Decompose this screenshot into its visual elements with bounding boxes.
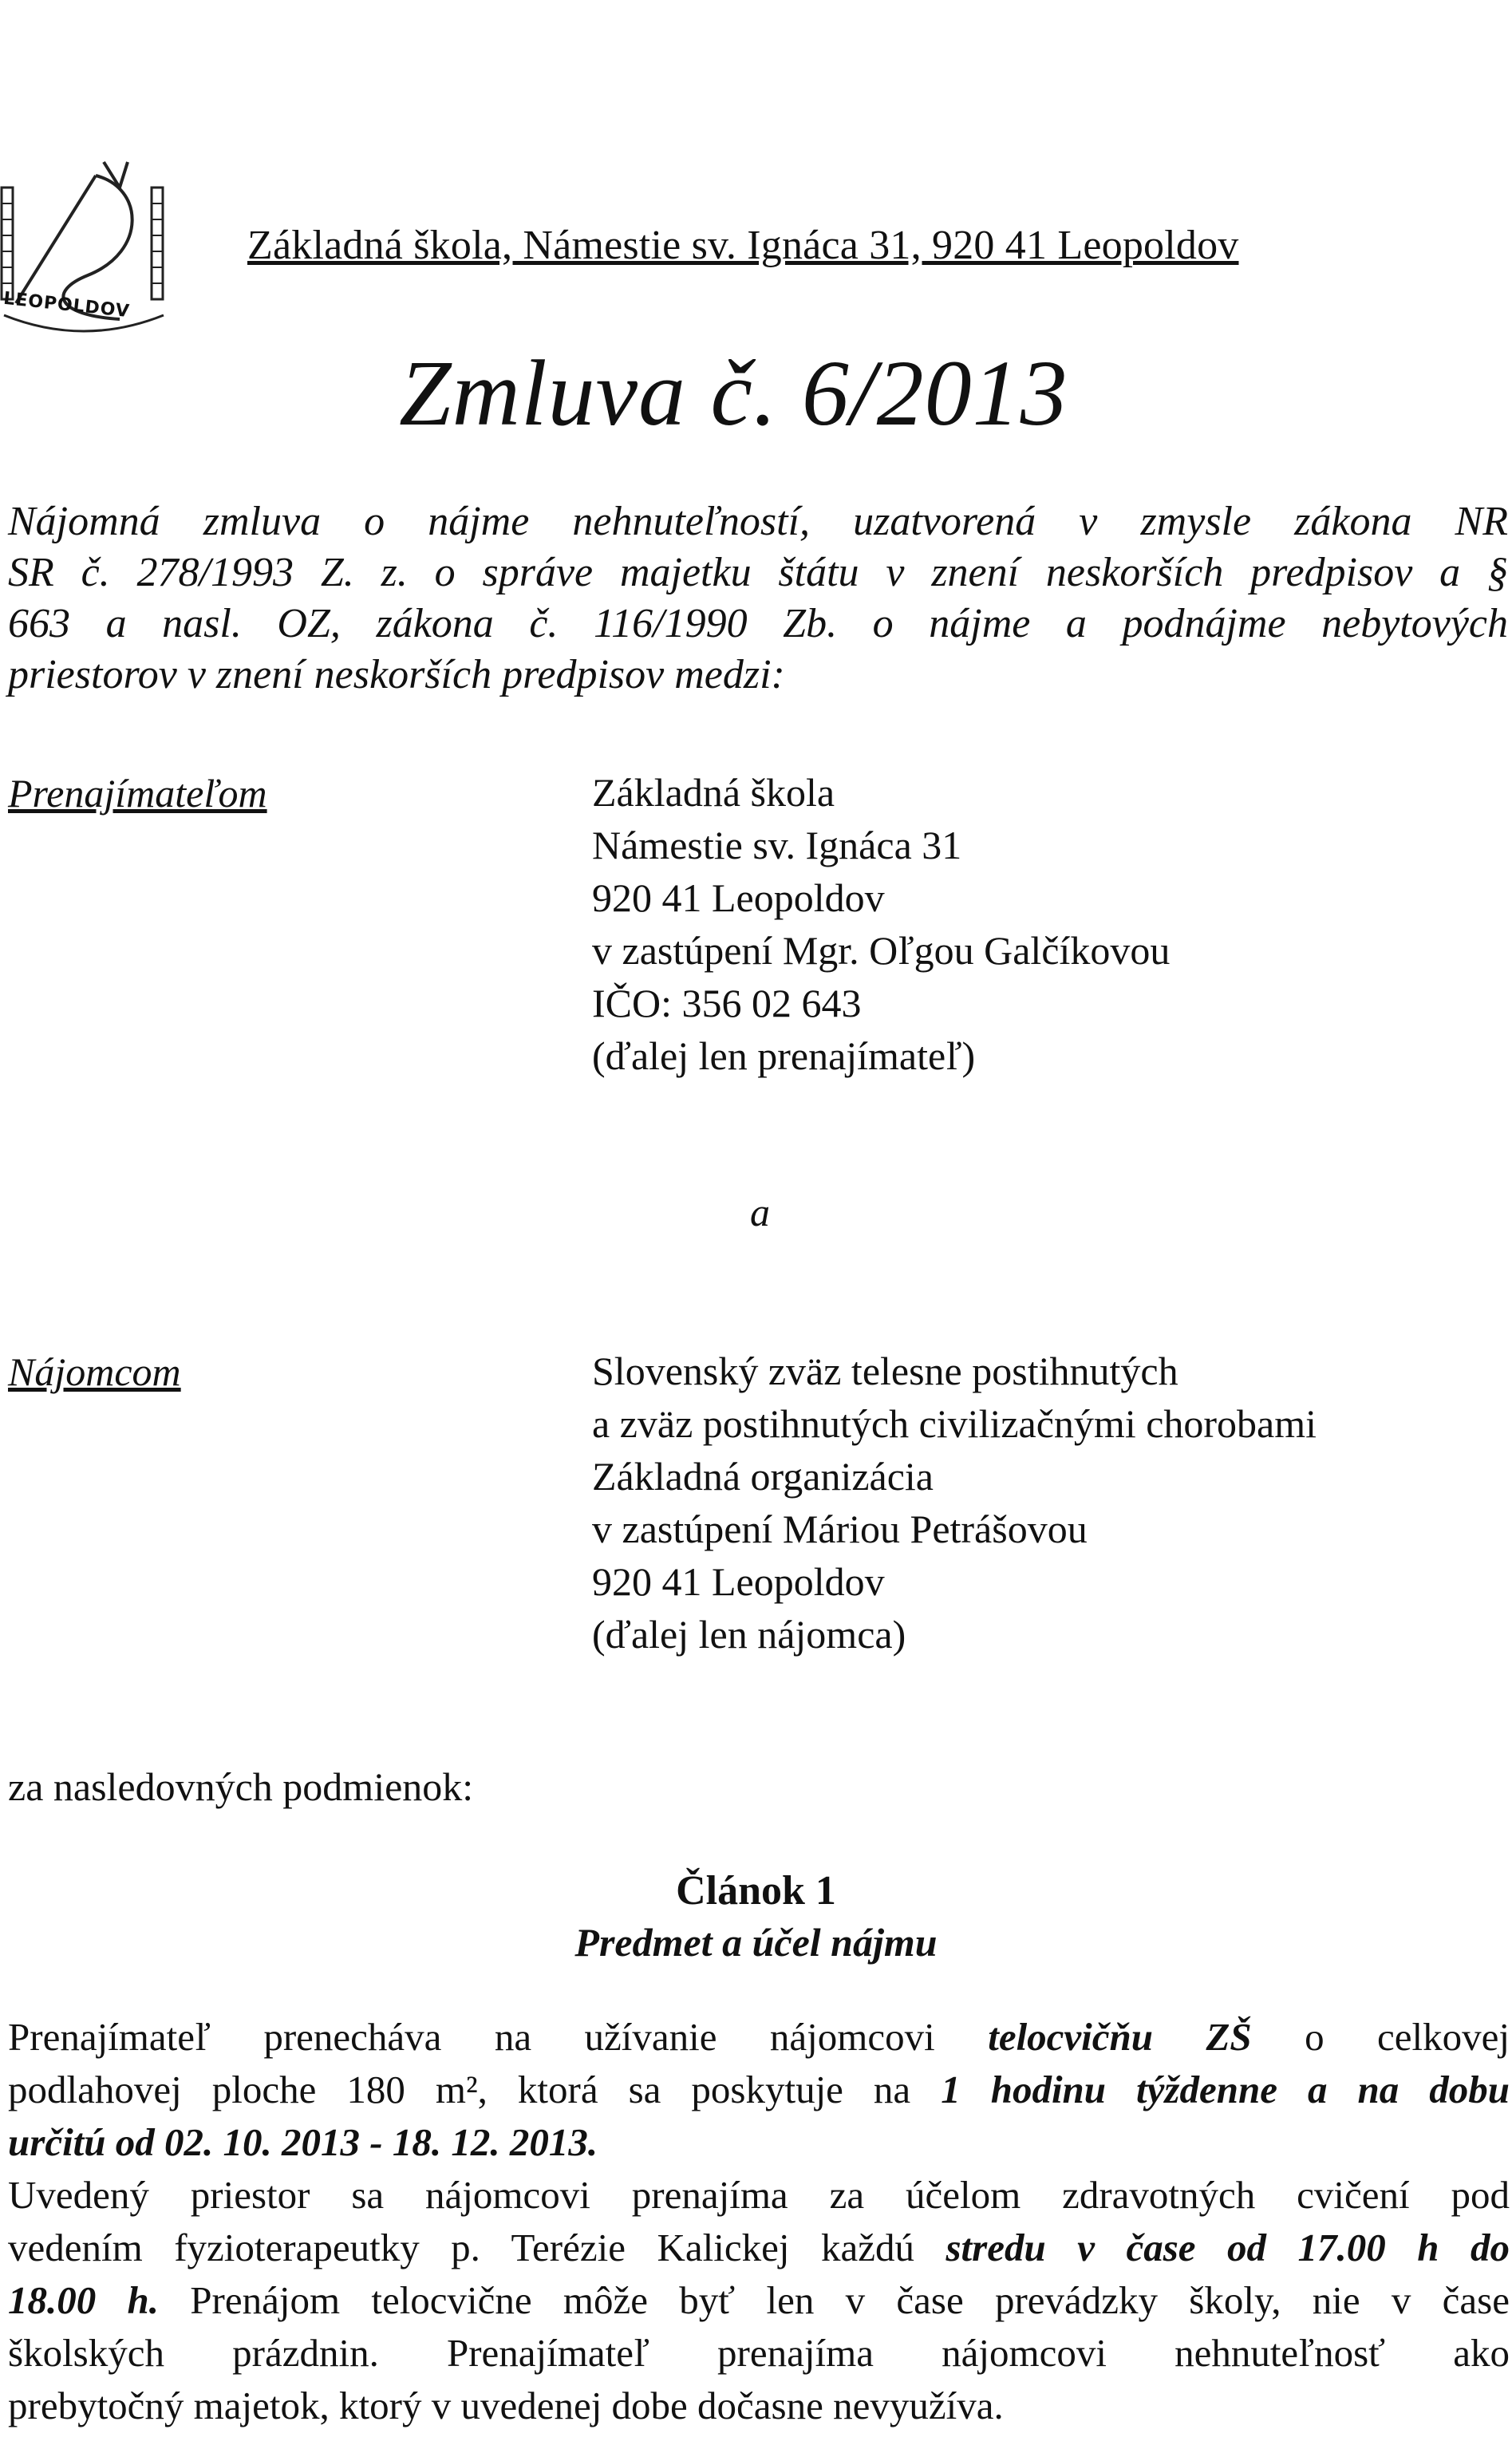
lessee-line: (ďalej len nájomca) xyxy=(592,1612,906,1657)
paragraph-line xyxy=(8,2116,1510,2169)
lessor-label: Prenajímateľom xyxy=(8,771,267,816)
text-run: podlahovej ploche 180 m², ktorá sa poskytuje na xyxy=(8,2068,911,2111)
intro-line: priestorov v znení neskorších predpisov medzi: xyxy=(8,652,785,697)
paragraph-line xyxy=(8,2011,1510,2064)
lessee-line: a zväz postihnutých civilizačnými chorobami xyxy=(592,1401,1317,1446)
text-run-emphasis: určitú od 02. 10. 2013 - 18. 12. 2013. xyxy=(8,2120,598,2164)
lessee-line: Základná organizácia xyxy=(592,1454,934,1499)
lessee-line: 920 41 Leopoldov xyxy=(592,1559,885,1604)
intro-line: SR č. 278/1993 Z. z. o správe majetku štátu v znení neskorších predpisov a § xyxy=(8,550,1508,595)
article-paragraph xyxy=(8,2011,1510,2432)
lessor-line: Základná škola xyxy=(592,770,835,815)
intro-line: 663 a nasl. OZ, zákona č. 116/1990 Zb. o nájme a podnájme nebytových xyxy=(8,601,1508,646)
text-run: Prenajímateľ prenecháva na užívanie nájomcovi xyxy=(8,2015,935,2059)
text-run-emphasis: 18.00 h. xyxy=(8,2278,160,2322)
text-run: o celkovej xyxy=(1305,2015,1510,2059)
contract-intro xyxy=(8,496,1508,701)
lessor-line: 920 41 Leopoldov xyxy=(592,875,885,920)
lessor-line: IČO: 356 02 643 xyxy=(592,981,862,1025)
lessee-label: Nájomcom xyxy=(8,1349,181,1394)
paragraph-line: školských prázdnin. Prenajímateľ prenajíma nájomcovi nehnuteľnosť ako xyxy=(8,2331,1510,2375)
conjunction: a xyxy=(750,1190,770,1234)
paragraph-line xyxy=(8,2274,1510,2327)
lessee-details xyxy=(592,1345,1317,1661)
lessee-line: v zastúpení Máriou Petrášovou xyxy=(592,1507,1088,1551)
text-run: vedením fyzioterapeutky p. Terézie Kalickej každú xyxy=(8,2226,914,2269)
lessor-details xyxy=(592,766,1170,1082)
paragraph-line: Uvedený priestor sa nájomcovi prenajíma za účelom zdravotných cvičení pod xyxy=(8,2173,1510,2217)
paragraph-line xyxy=(8,2064,1510,2116)
school-header: Základná škola, Námestie sv. Ignáca 31, 920 41 Leopoldov xyxy=(247,223,1239,268)
paragraph-line: prebytočný majetok, ktorý v uvedenej dobe dočasne nevyužíva. xyxy=(8,2384,1004,2427)
paragraph-line xyxy=(8,2222,1510,2274)
lessor-line: (ďalej len prenajímateľ) xyxy=(592,1033,976,1078)
text-run: Prenájom telocvične môže byť len v čase prevádzky školy, nie v čase xyxy=(190,2278,1510,2322)
lessee-line: Slovenský zväz telesne postihnutých xyxy=(592,1349,1178,1393)
article-number: Článok 1 xyxy=(676,1868,836,1914)
lessor-line: v zastúpení Mgr. Oľgou Galčíkovou xyxy=(592,928,1171,973)
document-title: Zmluva č. 6/2013 xyxy=(399,341,1068,445)
intro-line: Nájomná zmluva o nájme nehnuteľností, uzatvorená v zmysle zákona NR xyxy=(8,499,1508,544)
text-run-emphasis: 1 hodinu týždenne a na dobu xyxy=(941,2068,1510,2111)
text-run-emphasis: telocvičňu ZŠ xyxy=(988,2015,1252,2059)
lessor-line: Námestie sv. Ignáca 31 xyxy=(592,823,962,867)
text-run-emphasis: stredu v čase od 17.00 h do xyxy=(945,2226,1510,2269)
school-logo xyxy=(0,156,172,339)
article-title: Predmet a účel nájmu xyxy=(574,1920,938,1965)
logo-text: LEOPOLDOV xyxy=(2,288,131,322)
conditions-intro: za nasledovných podmienok: xyxy=(8,1764,474,1809)
